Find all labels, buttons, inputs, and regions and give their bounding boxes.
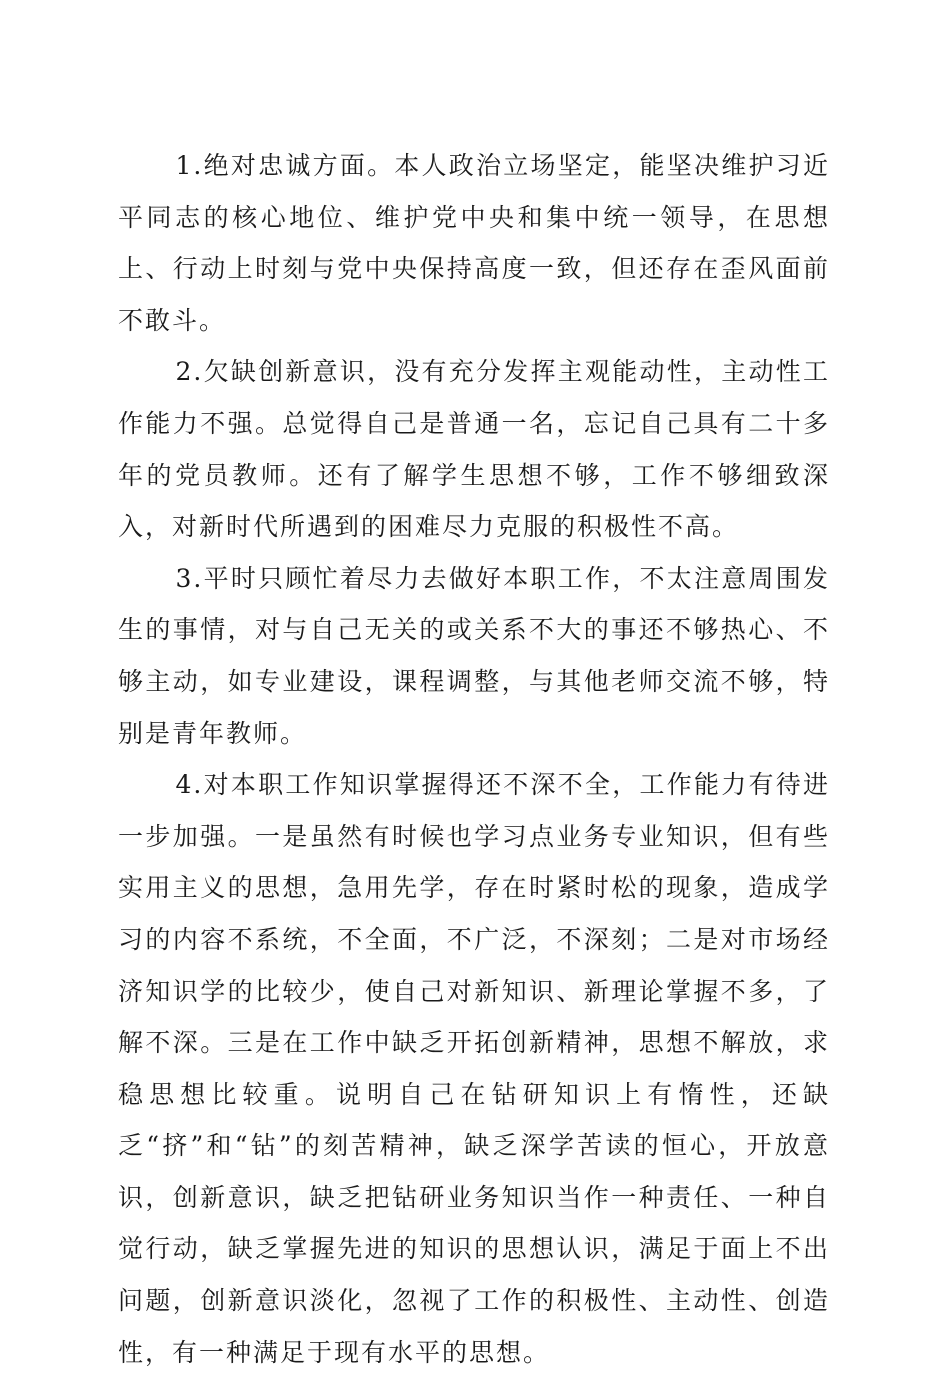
paragraph-innovation: 2.欠缺创新意识，没有充分发挥主观能动性，主动性工作能力不强。总觉得自己是普通一名，忘记自己具有二十多年的党员教师。还有了解学生思想不够，工作不够细致深入，对新时代所遇到的困难尽力克服的积极性不高。 [118,357,830,542]
paragraph-focus: 3.平时只顾忙着尽力去做好本职工作，不太注意周围发生的事情，对与自己无关的或关系不大的事还不够热心、不够主动，如专业建设，课程调整，与其他老师交流不够，特别是青年教师。 [118,563,830,748]
paragraph-knowledge: 4.对本职工作知识掌握得还不深不全，工作能力有待进一步加强。一是虽然有时候也学习点业务专业知识，但有些实用主义的思想，急用先学，存在时紧时松的现象，造成学习的内容不系统，不全面，不广泛，不深刻；二是对市场经济知识学的比较少，使自己对新知识、新理论掌握不多，了解不深。三是在工作中缺乏开拓创新精神，思想不解放，求稳思想比较重。说明自己在钻研知识上有惰性，还缺乏“挤”和“钻”的刻苦精神，缺乏深学苦读的恒心，开放意识，创新意识，缺乏把钻研业务知识当作一种责任、一种自觉行动，缺乏掌握先进的知识的思想认识，满足于面上不出问题，创新意识淡化，忽视了工作的积极性、主动性、创造性，有一种满足于现有水平的思想。 [118,770,830,1367]
document-body [118,140,830,1378]
paragraph-loyalty: 1.绝对忠诚方面。本人政治立场坚定，能坚决维护习近平同志的核心地位、维护党中央和集中统一领导，在思想上、行动上时刻与党中央保持高度一致，但还存在歪风面前不敢斗。 [118,151,830,335]
